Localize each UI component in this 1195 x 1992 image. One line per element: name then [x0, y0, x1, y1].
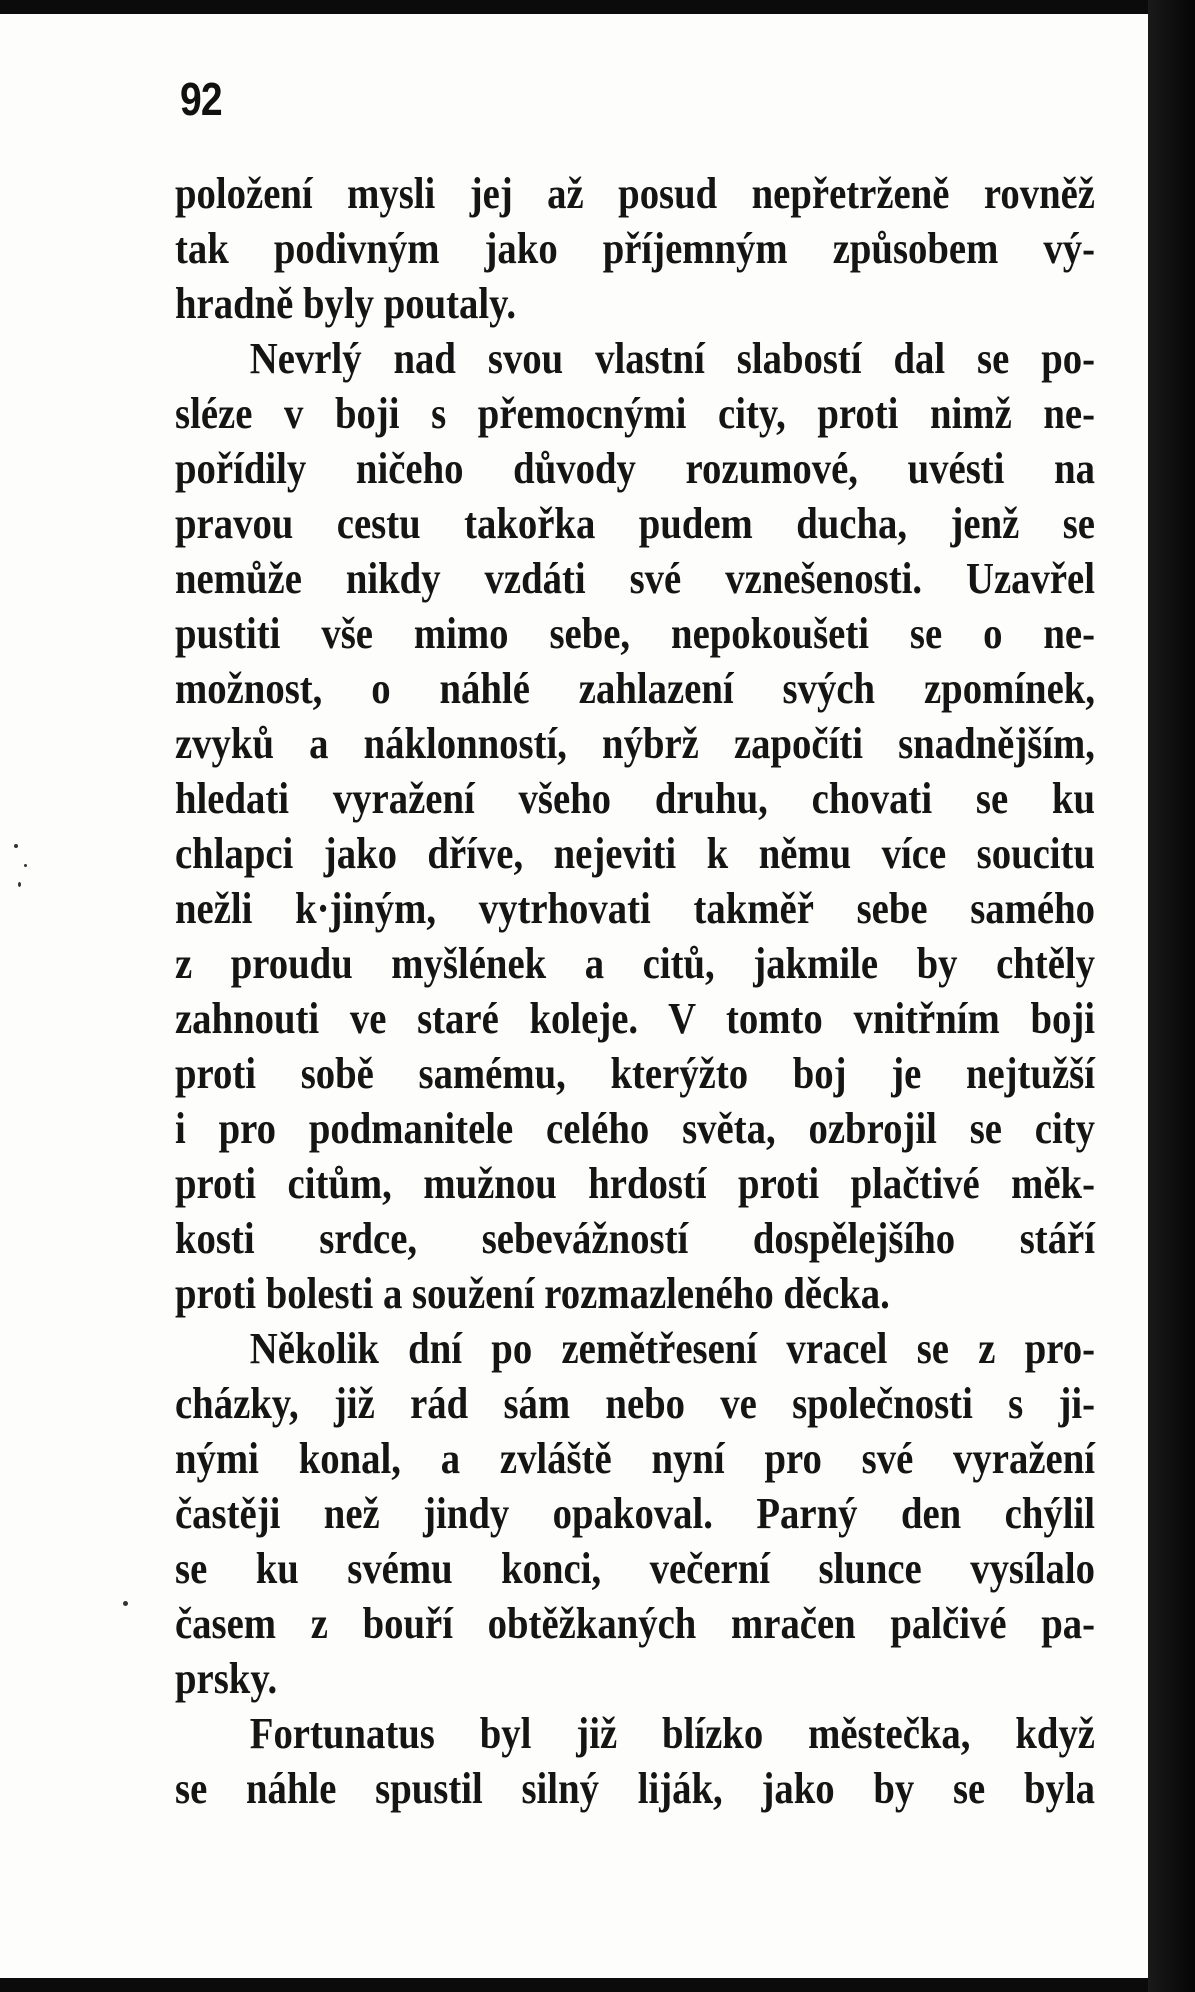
page-edge-shadow [1148, 0, 1195, 1992]
page-number: 92 [180, 73, 222, 125]
text-line: proti sobě samému, kterýžto boj je nejtužší [175, 1049, 1095, 1098]
scan-speck [18, 882, 21, 887]
text-line: proti citům, mužnou hrdostí proti plačtivé měk- [175, 1159, 1095, 1208]
text-line: pustiti vše mimo sebe, nepokoušeti se o ne- [175, 609, 1095, 658]
body-text [175, 166, 1095, 1816]
text-line: chlapci jako dříve, nejeviti k němu více soucitu [175, 829, 1095, 878]
text-line: prsky. [175, 1654, 278, 1703]
text-line: hradně byly poutaly. [175, 279, 517, 328]
paragraph-start-line: Fortunatus byl již blízko městečka, když [249, 1709, 1095, 1758]
scan-speck [123, 1601, 128, 1606]
text-line: z proudu myšlének a citů, jakmile by chtěly [175, 939, 1095, 988]
text-line: častěji než jindy opakoval. Parný den chýlil [175, 1489, 1095, 1538]
scan-speck [14, 844, 18, 848]
text-line: nemůže nikdy vzdáti své vznešenosti. Uzavřel [175, 554, 1095, 603]
text-line: časem z bouří obtěžkaných mračen palčivé pa- [175, 1599, 1095, 1648]
book-page [0, 14, 1148, 1978]
text-line: zvyků a náklonností, nýbrž započíti snadnějším, [175, 719, 1095, 768]
text-line: možnost, o náhlé zahlazení svých zpomínek, [175, 664, 1095, 713]
scan-speck [24, 864, 27, 867]
paragraph-start-line: Několik dní po zemětřesení vracel se z pro- [249, 1324, 1095, 1373]
text-line: sléze v boji s přemocnými city, proti nimž ne- [175, 389, 1095, 438]
text-line: pořídily ničeho důvody rozumové, uvésti na [175, 444, 1095, 493]
text-line: zahnouti ve staré koleje. V tomto vnitřním boji [175, 994, 1095, 1043]
text-line: i pro podmanitele celého světa, ozbrojil se city [175, 1104, 1095, 1153]
text-line: hledati vyražení všeho druhu, chovati se ku [175, 774, 1095, 823]
text-line: nežli k·jiným, vytrhovati takměř sebe samého [175, 884, 1095, 933]
text-line: kosti srdce, sebevážností dospělejšího stáří [175, 1214, 1095, 1263]
text-line: proti bolesti a soužení rozmazleného děcka. [175, 1269, 890, 1318]
text-line: cházky, již rád sám nebo ve společnosti s ji- [175, 1379, 1095, 1428]
paragraph-start-line: Nevrlý nad svou vlastní slabostí dal se po- [249, 334, 1095, 383]
text-line: tak podivným jako příjemným způsobem vý- [175, 224, 1095, 273]
text-line: pravou cestu takořka pudem ducha, jenž se [175, 499, 1095, 548]
text-line: položení mysli jej až posud nepřetrženě rovněž [175, 169, 1095, 218]
text-line: se náhle spustil silný liják, jako by se byla [175, 1764, 1095, 1813]
text-line: nými konal, a zvláště nyní pro své vyražení [175, 1434, 1095, 1483]
text-line: se ku svému konci, večerní slunce vysílalo [175, 1544, 1095, 1593]
